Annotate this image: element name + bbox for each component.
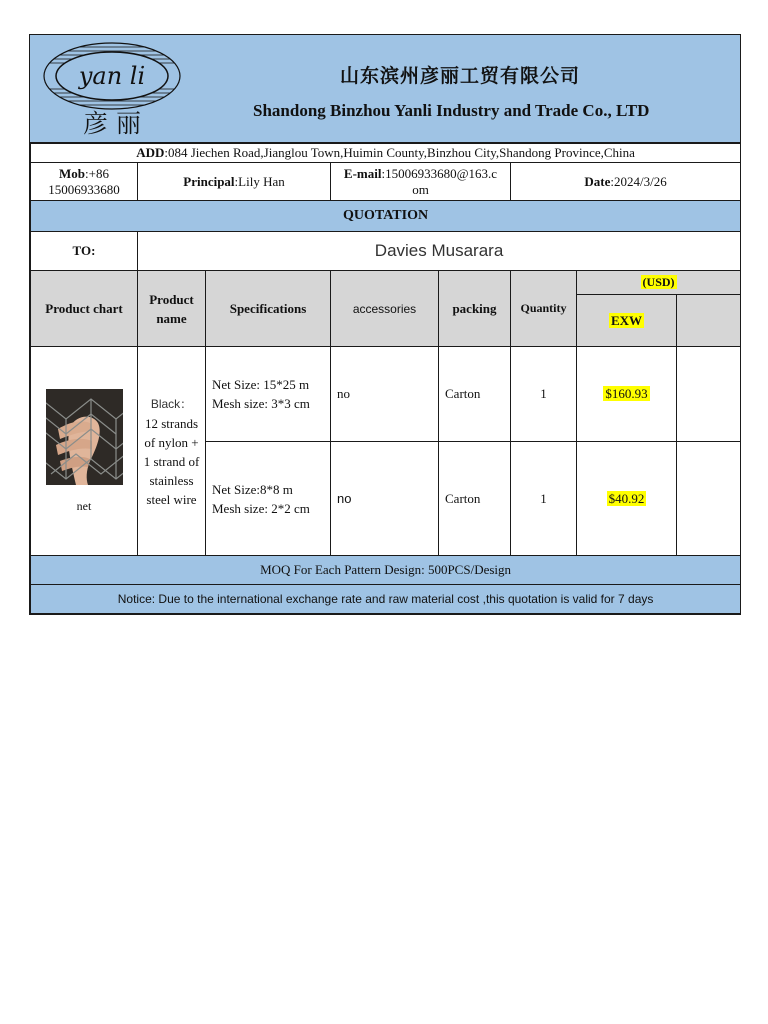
customer-name: Davies Musarara	[138, 232, 741, 271]
notice-row: Notice: Due to the international exchange rate and raw material cost ,this quotation is valid for 7 days	[31, 585, 741, 614]
email-cell	[331, 163, 511, 201]
product-name-cell	[138, 347, 206, 556]
company-name-cn: 山东滨州彦丽工贸有限公司	[340, 65, 581, 87]
packing-cell: Carton	[439, 442, 511, 556]
email-value-cont: om	[412, 181, 429, 197]
header-packing: packing	[439, 271, 511, 347]
product-chart-caption: net	[76, 498, 92, 513]
header-price-term-cell	[577, 295, 677, 347]
logo-text-en: yan li	[78, 62, 146, 90]
mobile-label: Mob	[59, 165, 86, 181]
logo-text-cn: 彦 丽	[83, 109, 141, 138]
net-product-image	[46, 389, 123, 485]
principal-value: :Lily Han	[234, 173, 285, 189]
accessories-cell: no	[331, 442, 439, 556]
extra-cell	[677, 442, 741, 556]
header-accessories: accessories	[331, 271, 439, 347]
accessories-cell: no	[331, 347, 439, 442]
spec-mesh-size: Mesh size: 2*2 cm	[212, 500, 310, 516]
price-value: $40.92	[608, 490, 645, 506]
header-specifications: Specifications	[206, 271, 331, 347]
principal-cell	[138, 163, 331, 201]
extra-cell	[677, 347, 741, 442]
principal-label: Principal	[183, 173, 235, 189]
mobile-number: 15006933680	[48, 181, 120, 197]
email-value: :15006933680@163.c	[381, 165, 498, 181]
company-name-en: Shandong Binzhou Yanli Industry and Trade Co., LTD	[253, 101, 650, 120]
header-product-chart: Product chart	[31, 271, 138, 347]
address-value: :084 Jiechen Road,Jianglou Town,Huimin County,Binzhou City,Shandong Province,China	[164, 145, 635, 160]
quotation-sheet	[29, 34, 741, 615]
product-chart-cell	[31, 347, 138, 556]
packing-cell: Carton	[439, 347, 511, 442]
price-value: $160.93	[605, 386, 648, 401]
spec-mesh-size: Mesh size: 3*3 cm	[212, 396, 310, 411]
date-cell	[511, 163, 741, 201]
company-header	[30, 35, 740, 143]
price-cell	[577, 347, 677, 442]
spec-cell-2	[206, 442, 331, 556]
address-label: ADD	[136, 145, 165, 160]
header-currency: (USD)	[642, 275, 675, 289]
date-value: :2024/3/26	[610, 173, 667, 189]
price-cell	[577, 442, 677, 556]
header-quantity: Quantity	[511, 271, 577, 347]
email-label: E-mail	[343, 165, 382, 181]
quantity-cell: 1	[511, 442, 577, 556]
address-row	[31, 144, 741, 163]
quantity-cell: 1	[511, 347, 577, 442]
spec-net-size: Net Size: 15*25 m	[212, 377, 310, 392]
quotation-table	[30, 143, 741, 614]
product-description: 12 strands of nylon + 1 strand of stainless steel wire	[143, 415, 200, 507]
header-empty-cell	[677, 295, 741, 347]
date-label: Date	[584, 173, 611, 189]
company-logo	[42, 39, 184, 139]
mobile-cell	[31, 163, 138, 201]
mobile-prefix: :+86	[85, 165, 109, 181]
product-color: Black：	[150, 396, 193, 411]
moq-row: MOQ For Each Pattern Design: 500PCS/Design	[31, 556, 741, 585]
to-label: TO:	[31, 232, 138, 271]
quotation-title: QUOTATION	[31, 201, 741, 232]
header-price-term: EXW	[610, 312, 643, 328]
header-currency-cell	[577, 271, 741, 295]
header-product-name: Product name	[138, 271, 206, 347]
spec-net-size: Net Size:8*8 m	[212, 481, 293, 497]
spec-cell-1	[206, 347, 331, 442]
